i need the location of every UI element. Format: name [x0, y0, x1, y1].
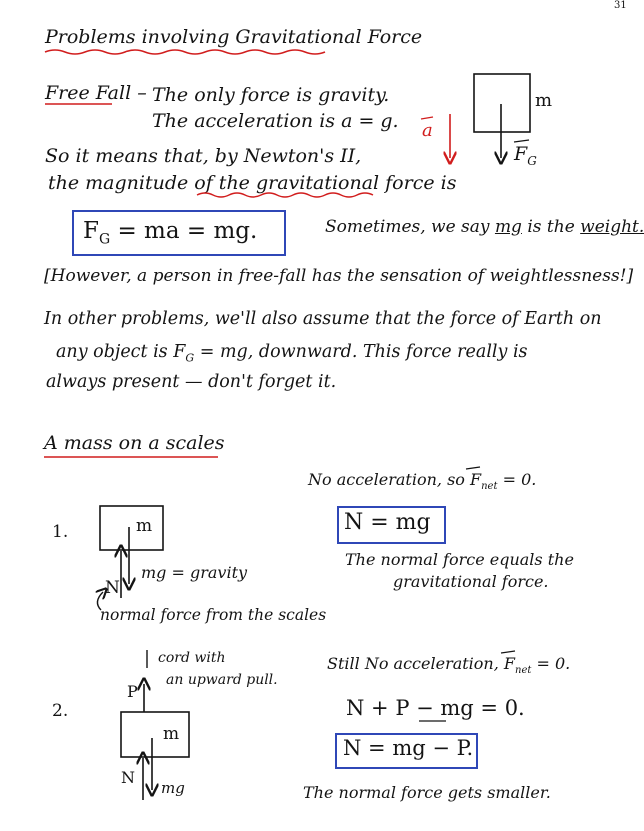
however-note: [However, a person in free-fall has the sensation of weightlessness!]	[44, 266, 634, 286]
case1-note1: The normal force equals the	[345, 550, 574, 569]
fnet2-vector-bar	[501, 651, 515, 653]
free-fall-label: Free Fall –	[45, 82, 147, 104]
case1-number: 1.	[52, 522, 69, 542]
case1-mg-label: mg = gravity	[141, 563, 248, 582]
other-problems-line1: In other problems, we'll also assume that the force of Earth on	[44, 309, 602, 329]
free-fall-line3: So it means that, by Newton's II,	[45, 145, 362, 167]
case2-p-label: P	[127, 682, 138, 701]
other-problems-sub: G	[185, 351, 195, 365]
case2-cord2: an upward pull.	[166, 672, 278, 688]
case2-mass: m	[163, 724, 180, 744]
force-vector-bar	[514, 140, 529, 142]
no-accel-sub: net	[481, 481, 498, 493]
weight-note-weight: weight.	[580, 217, 644, 237]
case2-still-pre: Still No acceleration, F	[327, 654, 516, 673]
case2-mass-box	[121, 712, 189, 757]
case2-n-label: N	[121, 768, 135, 787]
case1-note2: gravitational force.	[393, 572, 549, 591]
case2-note: The normal force gets smaller.	[303, 783, 551, 802]
no-accel-end: = 0.	[502, 470, 537, 489]
page-number: 31	[614, 0, 627, 11]
case1-box-text: N = mg	[344, 510, 431, 535]
fnet-vector-bar	[466, 467, 480, 469]
free-fall-box	[474, 74, 530, 132]
case1-normal-label: normal force from the scales	[100, 606, 327, 624]
diagram-force-letter: F	[514, 143, 528, 165]
free-fall-line4-underlined: gravitational force is	[255, 172, 457, 194]
free-fall-line1: The only force is gravity.	[152, 84, 390, 106]
other-problems-line2-a: any object is F	[56, 342, 186, 362]
case2-box-text: N = mg − P.	[343, 736, 474, 760]
diagram-mass-label: m	[535, 90, 553, 111]
title-underline	[45, 50, 325, 54]
accel-vector-bar	[421, 117, 433, 119]
diagram-force-sub: G	[527, 153, 537, 168]
other-problems-line2-b: = mg, downward. This force really is	[199, 342, 528, 362]
case1-n-label: N	[105, 578, 120, 598]
weight-note-mg: mg	[494, 217, 522, 237]
case2-still-sub: net	[515, 665, 532, 677]
no-accel-pre: No acceleration, so F	[308, 470, 482, 489]
weight-note-pre: Sometimes, we say	[325, 217, 490, 237]
case2-cord1: cord with	[158, 650, 226, 666]
scales-heading: A mass on a scales	[44, 432, 225, 454]
formula-rest: = ma = mg.	[117, 218, 258, 244]
case2-equation: N + P − mg = 0.	[346, 696, 525, 720]
diagram-accel-label: a	[422, 120, 433, 141]
free-fall-line4-pre: the magnitude of the	[48, 172, 250, 194]
free-fall-line2: The acceleration is a = g.	[152, 110, 399, 132]
grav-force-underline	[197, 193, 373, 197]
formula-f: F	[83, 218, 99, 244]
other-problems-line4: always present — don't forget it.	[46, 372, 337, 392]
case2-mg-label: mg	[161, 779, 185, 797]
case1-mass: m	[136, 516, 153, 536]
case2-still-end: = 0.	[536, 654, 571, 673]
page-title: Problems involving Gravitational Force	[45, 26, 423, 48]
formula-sub: G	[98, 231, 111, 248]
case2-number: 2.	[52, 701, 69, 721]
case1-normal-pointer	[97, 592, 103, 610]
weight-note-mid: is the	[527, 217, 575, 237]
case1-mass-box	[100, 506, 163, 550]
